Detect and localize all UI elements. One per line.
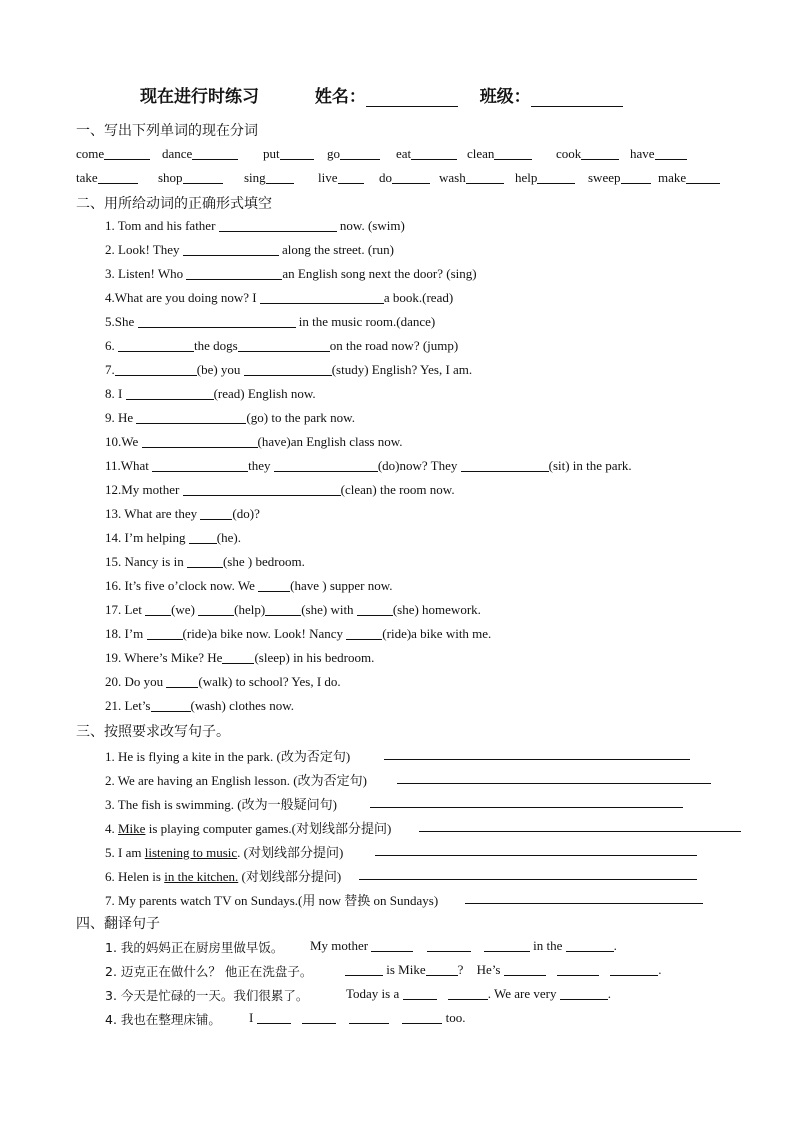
word-item: take [76, 170, 138, 186]
answer-blank[interactable] [427, 938, 471, 952]
answer-blank[interactable] [370, 794, 683, 808]
question-2-16: 16. It’s five o’clock now. We (have ) supper now. [105, 578, 393, 593]
word-item: go [327, 146, 380, 162]
section4-heading: 四、翻译句子 [76, 916, 160, 932]
answer-blank[interactable] [448, 986, 488, 1000]
answer-blank[interactable] [484, 938, 530, 952]
answer-blank[interactable] [504, 962, 546, 976]
answer-blank[interactable] [151, 698, 191, 712]
answer-blank[interactable] [257, 1010, 291, 1024]
word-item: come [76, 146, 150, 162]
answer-blank[interactable] [138, 314, 296, 328]
answer-blank[interactable] [136, 410, 246, 424]
question-4-1: 1. 我的妈妈正在厨房里做早饭。 My mother in the . [105, 938, 617, 955]
answer-blank[interactable] [126, 386, 214, 400]
answer-blank[interactable] [461, 458, 549, 472]
answer-blank[interactable] [166, 674, 198, 688]
answer-blank[interactable] [397, 770, 711, 784]
question-3-7: 7. My parents watch TV on Sundays.(用 now 替换 on Sundays) [105, 890, 438, 909]
page-title [140, 82, 623, 107]
question-3-1: 1. He is flying a kite in the park. (改为否定句) [105, 746, 350, 765]
question-2-7: 7. (be) you (study) English? Yes, I am. [105, 362, 473, 377]
question-2-1: 1. Tom and his father now. (swim) [105, 218, 405, 233]
word-item: live [318, 170, 364, 186]
answer-blank[interactable] [357, 602, 393, 616]
answer-blank[interactable] [186, 266, 282, 280]
word-item: wash [439, 170, 504, 186]
answer-blank[interactable] [384, 746, 690, 760]
question-2-20: 20. Do you (walk) to school? Yes, I do. [105, 674, 341, 689]
answer-blank[interactable] [183, 482, 341, 496]
section2-heading: 二、用所给动词的正确形式填空 [76, 196, 272, 212]
question-4-3: 3. 今天是忙碌的一天。我们很累了。 Today is a . We are very . [105, 986, 611, 1003]
question-2-19: 19. Where’s Mike? He (sleep) in his bedroom. [105, 650, 375, 665]
answer-blank[interactable] [152, 458, 248, 472]
question-2-4: 4.What are you doing now? I a book.(read) [105, 290, 454, 305]
answer-blank[interactable] [198, 602, 234, 616]
class-label: 班级： [479, 87, 531, 107]
question-2-2: 2. Look! They along the street. (run) [105, 242, 394, 257]
answer-blank[interactable] [557, 962, 599, 976]
question-3-2: 2. We are having an English lesson. (改为否定句) [105, 770, 367, 789]
answer-blank[interactable] [610, 962, 658, 976]
answer-blank[interactable] [419, 818, 741, 832]
word-item: sweep [588, 170, 651, 186]
question-2-9: 9. He (go) to the park now. [105, 410, 355, 425]
word-item: cook [556, 146, 619, 162]
answer-blank[interactable] [145, 602, 171, 616]
answer-blank[interactable] [258, 578, 290, 592]
answer-blank[interactable] [359, 866, 697, 880]
answer-blank[interactable] [147, 626, 183, 640]
word-item: have [630, 146, 687, 162]
answer-blank[interactable] [142, 434, 258, 448]
question-2-3: 3. Listen! Who an English song next the door? (sing) [105, 266, 477, 281]
word-item: make [658, 170, 720, 186]
answer-blank[interactable] [349, 1010, 389, 1024]
word-item: do [379, 170, 430, 186]
answer-blank[interactable] [426, 962, 458, 976]
question-2-12: 12.My mother (clean) the room now. [105, 482, 455, 497]
answer-blank[interactable] [302, 1010, 336, 1024]
name-blank[interactable] [366, 88, 458, 107]
question-2-21: 21. Let’s (wash) clothes now. [105, 698, 294, 713]
question-3-5: 5. I am listening to music. (对划线部分提问) [105, 842, 343, 861]
question-2-6: 6. the dogs on the road now? (jump) [105, 338, 459, 353]
section1-heading: 一、写出下列单词的现在分词 [76, 123, 258, 139]
section3-heading: 三、按照要求改写句子。 [76, 724, 230, 740]
word-item: put [263, 146, 314, 162]
answer-blank[interactable] [265, 602, 301, 616]
question-2-15: 15. Nancy is in (she ) bedroom. [105, 554, 305, 569]
question-2-17: 17. Let (we) (help) (she) with (she) homework. [105, 602, 481, 617]
answer-blank[interactable] [560, 986, 608, 1000]
answer-blank[interactable] [403, 986, 437, 1000]
answer-blank[interactable] [371, 938, 413, 952]
word-item: eat [396, 146, 457, 162]
question-3-4: 4. Mike is playing computer games.(对划线部分提问) [105, 818, 391, 837]
answer-blank[interactable] [183, 242, 279, 256]
word-item: sing [244, 170, 294, 186]
name-label: 姓名： [314, 87, 366, 107]
answer-blank[interactable] [238, 338, 330, 352]
question-4-4: 4. 我也在整理床铺。 I too. [105, 1010, 466, 1027]
question-2-14: 14. I’m helping (he). [105, 530, 241, 545]
answer-blank[interactable] [222, 650, 254, 664]
word-item: help [515, 170, 575, 186]
answer-blank[interactable] [187, 554, 223, 568]
question-2-11: 11.What they (do)now? They (sit) in the park. [105, 458, 632, 473]
question-3-6: 6. Helen is in the kitchen. (对划线部分提问) [105, 866, 341, 885]
answer-blank[interactable] [402, 1010, 442, 1024]
answer-blank[interactable] [200, 506, 232, 520]
question-2-5: 5.She in the music room.(dance) [105, 314, 436, 329]
answer-blank[interactable] [244, 362, 332, 376]
answer-blank[interactable] [566, 938, 614, 952]
answer-blank[interactable] [345, 962, 383, 976]
question-2-8: 8. I (read) English now. [105, 386, 316, 401]
question-4-2: 2. 迈克正在做什么？ 他正在洗盘子。 is Mike ? He’s . [105, 962, 662, 979]
answer-blank[interactable] [118, 338, 194, 352]
question-2-13: 13. What are they (do)? [105, 506, 260, 521]
question-2-10: 10.We (have)an English class now. [105, 434, 403, 449]
answer-blank[interactable] [115, 362, 197, 376]
answer-blank[interactable] [375, 842, 697, 856]
answer-blank[interactable] [219, 218, 337, 232]
answer-blank[interactable] [465, 890, 703, 904]
worksheet-title: 现在进行时练习 [140, 87, 259, 107]
answer-blank[interactable] [346, 626, 382, 640]
class-blank[interactable] [531, 88, 623, 107]
answer-blank[interactable] [189, 530, 217, 544]
word-item: shop [158, 170, 223, 186]
word-item: dance [162, 146, 238, 162]
question-2-18: 18. I’m (ride)a bike now. Look! Nancy (ride)a bike with me. [105, 626, 492, 641]
answer-blank[interactable] [260, 290, 384, 304]
word-item: clean [467, 146, 532, 162]
answer-blank[interactable] [274, 458, 378, 472]
question-3-3: 3. The fish is swimming. (改为一般疑问句) [105, 794, 337, 813]
